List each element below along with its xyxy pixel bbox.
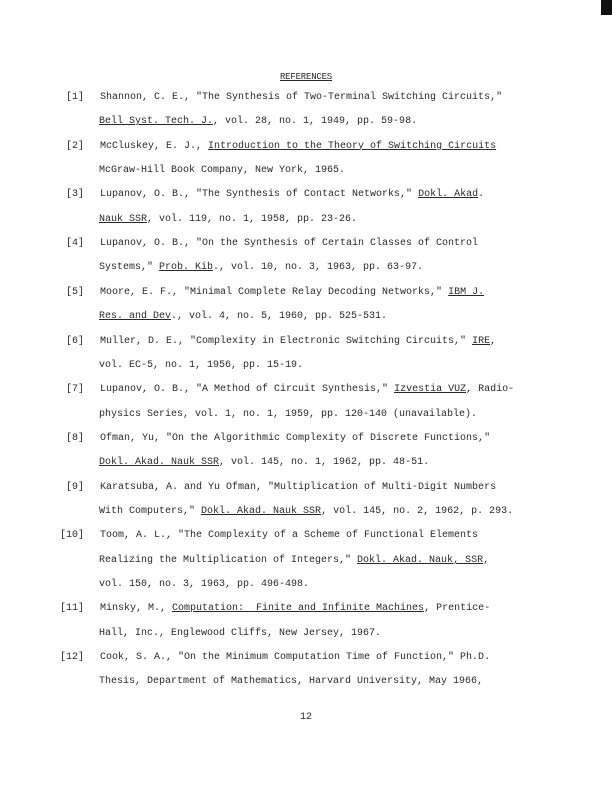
reference-number: [6] bbox=[65, 335, 84, 347]
reference-number: [5] bbox=[65, 286, 84, 298]
reference-text: Lupanov, O. B., "A Method of Circuit Synthesis," bbox=[100, 384, 395, 396]
reference-number: [10] bbox=[59, 530, 84, 542]
reference-text: vol. 150, no. 3, 1963, pp. 496-498. bbox=[99, 579, 310, 590]
reference-text: Ofman, Yu, "On the Algorithmic Complexity of Discrete Functions," bbox=[100, 432, 491, 444]
reference-text: , Prentice- bbox=[424, 603, 491, 615]
page-number: 12 bbox=[299, 712, 312, 723]
reference-source-title: IBM J. bbox=[448, 286, 485, 298]
reference-text: , vol. 28, no. 1, 1949, pp. 59-98. bbox=[213, 116, 418, 128]
reference-line bbox=[99, 628, 381, 640]
reference-number: [11] bbox=[59, 603, 84, 615]
reference-line bbox=[99, 262, 423, 274]
reference-line bbox=[99, 409, 477, 421]
reference-line bbox=[100, 92, 502, 104]
reference-source-title: IRE bbox=[472, 335, 491, 347]
reference-text: Lupanov, O. B., "The Synthesis of Contact Networks," bbox=[100, 189, 419, 201]
reference-number: [7] bbox=[65, 384, 84, 396]
reference-source-title: Introduction to the Theory of Switching Circuits bbox=[208, 140, 497, 152]
reference-number: [4] bbox=[65, 238, 84, 250]
reference-source-title: Dokl. Akad. Nauk SSR bbox=[99, 457, 220, 469]
reference-text: , vol. 145, no. 2, 1962, p. 293. bbox=[321, 505, 514, 517]
reference-text: , vol. 119, no. 1, 1958, pp. 23-26. bbox=[147, 213, 358, 225]
reference-line bbox=[99, 579, 309, 591]
reference-source-title: Izvestia VUZ bbox=[394, 384, 467, 396]
reference-text: . bbox=[478, 189, 485, 201]
reference-text: Systems," bbox=[99, 262, 160, 274]
reference-text: Shannon, C. E., "The Synthesis of Two-Terminal Switching Circuits," bbox=[100, 92, 503, 103]
reference-text: McCluskey, E. J., bbox=[100, 140, 209, 152]
reference-line bbox=[100, 287, 484, 299]
reference-text: Thesis, Department of Mathematics, Harvard University, May 1966, bbox=[99, 676, 484, 688]
reference-line bbox=[99, 457, 429, 469]
reference-text: Karatsuba, A. and Yu Ofman, "Multiplication of Multi-Digit Numbers bbox=[100, 481, 497, 493]
reference-text: ., vol. 10, no. 3, 1963, pp. 63-97. bbox=[213, 262, 424, 274]
reference-line bbox=[100, 652, 490, 664]
reference-line bbox=[100, 530, 478, 542]
reference-text: physics Series, vol. 1, no. 1, 1959, pp. 120-140 (unavailable). bbox=[99, 408, 478, 420]
reference-line bbox=[100, 482, 496, 494]
reference-source-title: Dokl. Akad. Nauk, SSR bbox=[357, 554, 484, 566]
reference-text: Muller, D. E., "Complexity in Electronic Switching Circuits," bbox=[100, 335, 473, 347]
reference-text: Lupanov, O. B., "On the Synthesis of Certain Classes of Control bbox=[100, 238, 479, 250]
reference-source-title: Prob. Kib bbox=[159, 262, 214, 274]
reference-number: [2] bbox=[65, 140, 84, 152]
reference-line bbox=[99, 311, 387, 323]
reference-source-title: Computation: Finite and Infinite Machines bbox=[172, 603, 425, 615]
reference-number: [1] bbox=[65, 92, 84, 103]
reference-source-title: Dokl. Akad. Nauk SSR bbox=[201, 505, 322, 517]
reference-source-title: Dokl. Akad bbox=[418, 189, 479, 201]
reference-source-title: Res. and Dev bbox=[99, 311, 172, 323]
reference-line bbox=[100, 189, 484, 201]
reference-line bbox=[99, 555, 489, 567]
reference-text: ., vol. 4, no. 5, 1960, pp. 525-531. bbox=[171, 311, 388, 323]
reference-line bbox=[99, 506, 513, 518]
reference-source-title: Nauk SSR bbox=[99, 213, 148, 225]
reference-text: Hall, Inc., Englewood Cliffs, New Jersey, 1967. bbox=[99, 627, 382, 639]
reference-number: [9] bbox=[65, 481, 84, 493]
reference-number: [12] bbox=[59, 652, 84, 664]
reference-line bbox=[99, 360, 303, 372]
reference-line bbox=[100, 603, 490, 615]
reference-line bbox=[100, 433, 490, 445]
reference-text: Moore, E. F., "Minimal Complete Relay Decoding Networks," bbox=[100, 286, 449, 298]
scan-mark bbox=[601, 0, 612, 15]
reference-line bbox=[99, 165, 345, 177]
reference-line bbox=[100, 238, 478, 250]
reference-text: , vol. 145, no. 1, 1962, pp. 48-51. bbox=[219, 457, 430, 469]
reference-text: With Computers," bbox=[99, 505, 202, 517]
reference-text: , bbox=[483, 554, 490, 566]
reference-line bbox=[99, 676, 483, 688]
reference-text: Toom, A. L., "The Complexity of a Scheme of Functional Elements bbox=[100, 530, 479, 542]
reference-number: [3] bbox=[65, 189, 84, 201]
reference-line bbox=[99, 214, 357, 226]
reference-line bbox=[100, 384, 514, 396]
reference-line bbox=[99, 116, 417, 128]
reference-text: , Radio- bbox=[466, 384, 515, 396]
reference-line bbox=[100, 141, 496, 153]
reference-text: Realizing the Multiplication of Integers," bbox=[99, 554, 358, 566]
reference-text: Cook, S. A., "On the Minimum Computation Time of Function," Ph.D. bbox=[100, 652, 491, 664]
reference-text: McGraw-Hill Book Company, New York, 1965. bbox=[99, 165, 346, 177]
reference-line bbox=[100, 336, 496, 348]
reference-text: vol. EC-5, no. 1, 1956, pp. 15-19. bbox=[99, 359, 304, 371]
reference-number: [8] bbox=[65, 432, 84, 444]
references-heading: REFERENCES bbox=[279, 72, 332, 82]
reference-text: Minsky, M., bbox=[100, 603, 173, 615]
reference-text: , bbox=[490, 335, 497, 347]
reference-source-title: Bell Syst. Tech. J. bbox=[99, 116, 214, 128]
